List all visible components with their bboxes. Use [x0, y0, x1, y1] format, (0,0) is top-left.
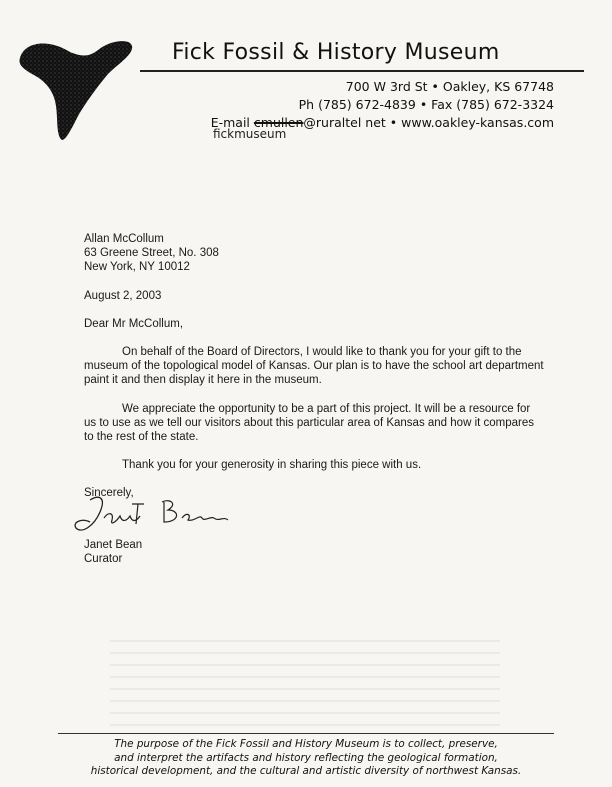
signer-name: Janet Bean [84, 539, 143, 551]
paragraph: Thank you for your generosity in sharing this piece with us. [122, 459, 422, 472]
show-through-texture [110, 640, 500, 730]
paragraph: We appreciate the opportunity to be a part of this project. It will be a resource for us to use as we tell our visitors about this particular area of Kansas and how it compares to the rest of the state. [84, 402, 535, 444]
letter-body [84, 232, 544, 501]
website: www.oakley-kansas.com [401, 115, 554, 130]
phone-line: Ph (785) 672-4839 • Fax (785) 672-3324 [298, 97, 554, 112]
paragraph: On behalf of the Board of Directors, I would like to thank you for your gift to the museum of the topological model of Kansas. Our plan is to have the school art department paint it and then display it here in the museum. [84, 346, 544, 387]
contact-block [211, 78, 554, 132]
footer-line: and interpret the artifacts and history reflecting the geological formation, [114, 751, 498, 764]
email-user-struck: cmullen [253, 115, 304, 130]
address-line: 700 W 3rd St • Oakley, KS 67748 [345, 79, 554, 94]
handwritten-correction: fickmuseum [213, 127, 287, 141]
signature [70, 492, 240, 542]
header-divider [140, 70, 584, 72]
email-label: E-mail [210, 115, 254, 130]
museum-name: Fick Fossil & History Museum [172, 40, 500, 65]
recipient-block [84, 232, 544, 275]
mission-statement [40, 738, 572, 779]
email-domain: @ruraltel net [303, 115, 386, 130]
signer-block [84, 538, 142, 566]
footer-divider [58, 733, 554, 734]
signer-title: Curator [84, 553, 123, 566]
recipient-name: Allan McCollum [84, 233, 164, 245]
separator: • [385, 115, 402, 130]
footer-line: historical development, and the cultural and artistic diversity of northwest Kansas. [90, 765, 522, 777]
recipient-street: 63 Greene Street, No. 308 [84, 247, 219, 260]
recipient-city: New York, NY 10012 [84, 261, 190, 274]
salutation: Dear Mr McCollum, [84, 317, 184, 330]
shark-tooth-icon [14, 36, 134, 144]
footer-line: The purpose of the Fick Fossil and History Museum is to collect, preserve, [114, 738, 498, 750]
closing: Sincerely, [84, 487, 134, 500]
letter-date: August 2, 2003 [84, 289, 162, 302]
